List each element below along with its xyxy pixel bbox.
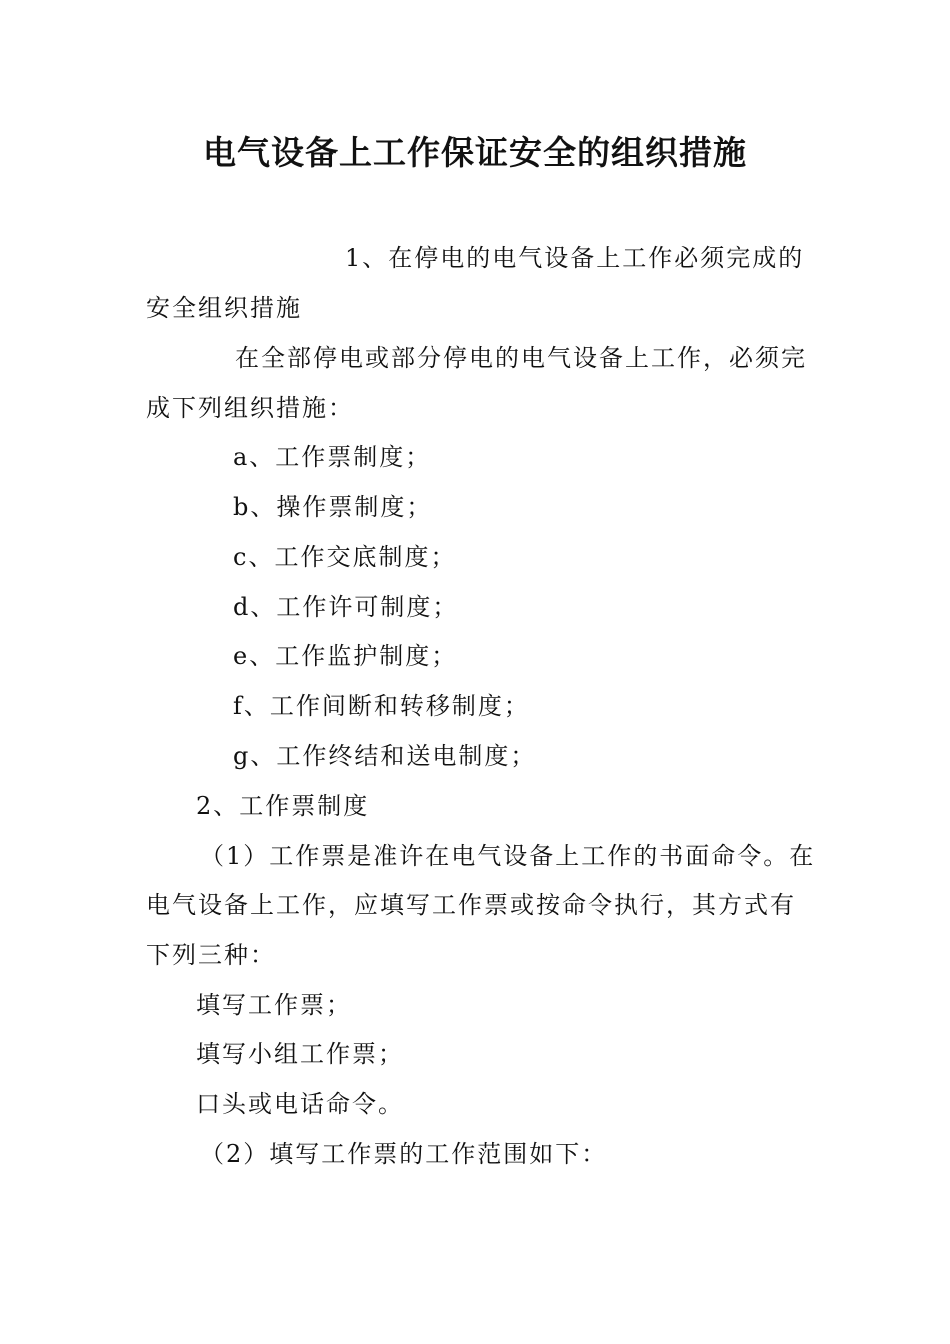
method-item: 填写工作票； [196, 991, 352, 1019]
method-item: 填写小组工作票； [196, 1040, 404, 1068]
list-item: e、工作监护制度； [233, 642, 458, 670]
list-item: f、工作间断和转移制度； [233, 692, 530, 720]
section1-intro-line1: 在全部停电或部分停电的电气设备上工作，必须完 [235, 344, 807, 372]
section2-heading: 2、工作票制度 [196, 792, 370, 820]
section2-para2: （2）填写工作票的工作范围如下： [200, 1140, 608, 1168]
list-item: c、工作交底制度； [233, 543, 457, 571]
section2-para1-line2: 电气设备上工作，应填写工作票或按命令执行，其方式有 [146, 891, 796, 919]
list-item: d、工作许可制度； [233, 593, 459, 621]
list-item: g、工作终结和送电制度； [233, 742, 537, 770]
section1-intro-line2: 成下列组织措施： [146, 394, 354, 422]
list-item: a、工作票制度； [233, 443, 432, 471]
document-title: 电气设备上工作保证安全的组织措施 [203, 133, 747, 172]
method-item: 口头或电话命令。 [196, 1090, 404, 1118]
list-item: b、操作票制度； [233, 493, 433, 521]
section1-heading-line2: 安全组织措施 [146, 294, 302, 322]
section2-para1-line1: （1）工作票是准许在电气设备上工作的书面命令。在 [200, 842, 816, 870]
section2-para1-line3: 下列三种： [146, 941, 276, 969]
section1-heading-line1: 1、在停电的电气设备上工作必须完成的 [345, 244, 805, 272]
